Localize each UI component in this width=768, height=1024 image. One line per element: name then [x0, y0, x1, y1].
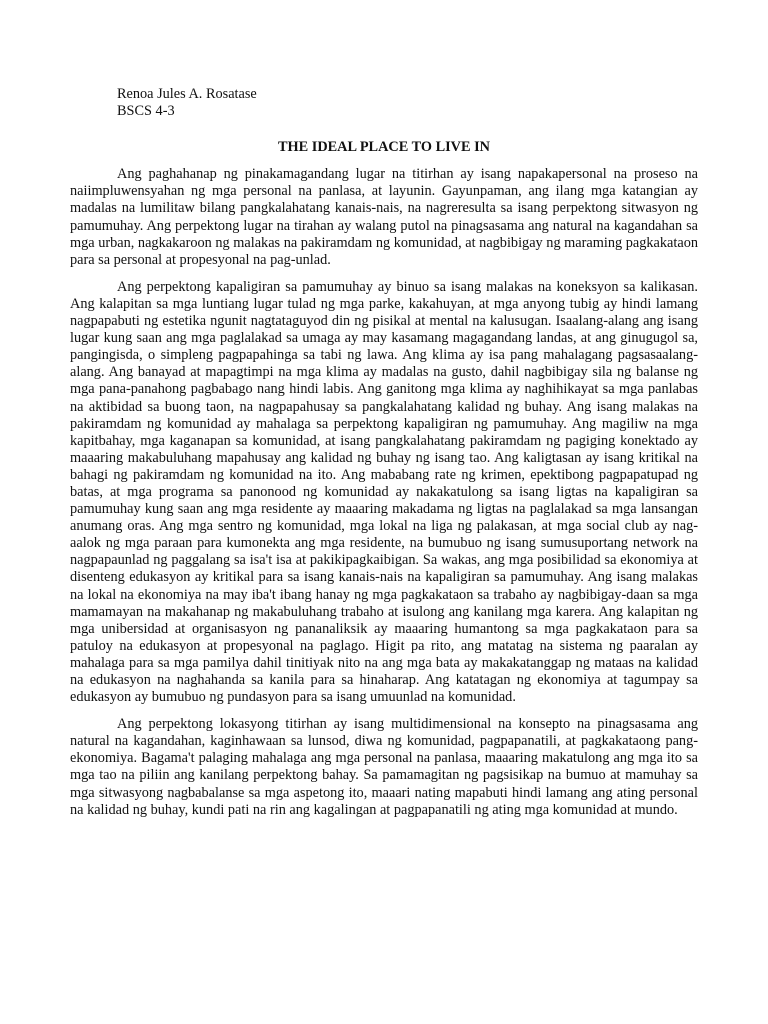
course-section: BSCS 4-3 — [117, 103, 175, 120]
document-page — [70, 86, 698, 829]
paragraph-body: Ang perpektong kapaligiran sa pamumuhay ay binuo sa isang malakas na koneksyon sa kalikasan. Ang kalapitan sa mga luntiang lugar tulad ng mga parke, kakahuyan, at mga anyong tubig ay hindi lamang nagpapabuti ng estetika ngunit nagtataguyod din ng pisikal at mental na kalusugan. Isaalang-alang ang isang lugar kung saan ang mga paglalakad sa umaga ay may kasamang magagandang landas, at ang ginugugol sa, pangingisda, o simpleng pagpapahinga sa tabi ng lawa. Ang klima ay isa pang mahalagang pagsasaalang-alang. Ang banayad at mapagtimpi na mga klima ay madalas na gusto, dahil nagbibigay sila ng balanse ng mga pana-panahong pagbabago nang hindi labis. Ang ganitong mga klima ay naghihikayat sa mga panlabas na aktibidad sa buong taon, na nagpapahusay sa pangkalahatang kalidad ng buhay. Ang isang malakas na pakiramdam ng komunidad ay mahalaga sa perpektong kapaligiran ng pamumuhay. Ang magiliw na mga kapitbahay, mga kaganapan sa komunidad, at isang pangkalahatang pakiramdam ng pagiging konektado ay maaaring makabuluhang mapahusay ang kalidad ng buhay ng isang tao. Ang kaligtasan ay isang kritikal na bahagi ng pakiramdam ng komunidad na ito. Ang mababang rate ng krimen, epektibong pagpapatupad ng batas, at mga programa sa panonood ng komunidad ay nakakatulong sa isang ligtas na kapaligiran sa pamumuhay kung saan ang mga residente ay maaaring makadama ng ligtas na paglalakad sa mga lansangan anumang oras. Ang mga sentro ng komunidad, mga lokal na liga ng palakasan, at mga social club ay nag-aalok ng mga paraan para kumonekta ang mga residente, na bumubuo ng isang sumusuportang network na nagpapaunlad ng paggalang sa isa't isa at pakikipagkaibigan. Sa wakas, ang mga posibilidad sa ekonomiya at disenteng edukasyon ay kritikal para sa isang kanais-nais na kapaligiran sa pamumuhay. Ang isang malakas na lokal na ekonomiya na may iba't ibang hanay ng mga pagkakataon sa trabaho ay nagbibigay-daan sa mga mamamayan na makahanap ng makabuluhang trabaho at isulong ang kanilang mga karera. Ang kalapitan ng mga unibersidad at organisasyon ng pananaliksik ay maaaring humantong sa mga pagkakataon para sa patuloy na edukasyon at propesyonal na paglago. Higit pa rito, ang matatag na sistema ng paaralan ay mahalaga para sa mga pamilya dahil tinitiyak nito na ang mga bata ay makakatanggap ng mataas na kalidad na edukasyon na naghahanda sa kanila para sa hinaharap. Ang katatagan ng ekonomiya at tagumpay sa edukasyon ay bumubuo ng pundasyon para sa isang umuunlad na komunidad. — [70, 278, 698, 706]
paragraph-intro: Ang paghahanap ng pinakamagandang lugar na titirhan ay isang napakapersonal na proseso na naiimpluwensyahan ng mga personal na panlasa, at layunin. Gayunpaman, ang ilang mga katangian ay madalas na lumilitaw bilang pangkalahatang kanais-nais, na nagreresulta sa isang perpektong sitwasyon ng pamumuhay. Ang perpektong lugar na tirahan ay walang putol na pinagsasama ang natural na kagandahan sa mga urban, nagkakaroon ng malakas na pakiramdam ng komunidad, at nagbibigay ng maraming pagkakataon para sa personal at propesyonal na pag-unlad. — [70, 166, 698, 268]
author-name: Renoa Jules A. Rosatase — [117, 86, 257, 102]
paragraph-conclusion: Ang perpektong lokasyong titirhan ay isang multidimensional na konsepto na pinagsasama ang natural na kagandahan, kaginhawaan sa lunsod, diwa ng komunidad, pagpapanatili, at pagkakataong pang-ekonomiya. Bagama't palaging mahalaga ang mga personal na panlasa, maaaring makatulong ang mga ito sa mga tao na piliin ang kanilang perpektong bahay. Sa pamamagitan ng pagsisikap na bumuo at mamuhay sa mga sitwasyong nagbabalanse sa mga aspetong ito, maaari nating mapabuti hindi lamang ang ating personal na kalidad ng buhay, kundi pati na rin ang kagalingan at pagpapanatili ng ating mga komunidad at mundo. — [70, 716, 698, 818]
essay-title: THE IDEAL PLACE TO LIVE IN — [277, 139, 490, 156]
